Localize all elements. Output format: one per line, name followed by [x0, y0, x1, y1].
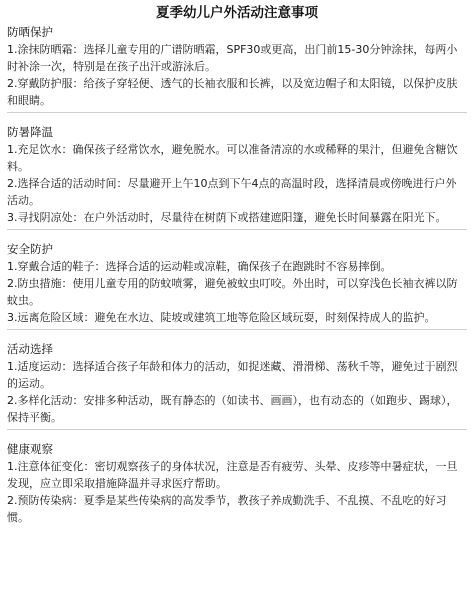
list-item: 1.穿戴合适的鞋子：选择合适的运动鞋或凉鞋，确保孩子在跑跳时不容易摔倒。	[7, 260, 392, 273]
list-item: 2.预防传染病：夏季是某些传染病的高发季节，教孩子养成勤洗手、不乱摸、不乱吃的好习惯。	[7, 494, 447, 524]
section-safety	[7, 241, 467, 326]
list-item: 3.远离危险区域：避免在水边、陡坡或建筑工地等危险区域玩耍，时刻保持成人的监护。	[7, 311, 436, 324]
list-item: 1.充足饮水：确保孩子经常饮水，避免脱水。可以准备清凉的水或稀释的果汁，但避免含糖饮料。	[7, 143, 458, 173]
section-heading: 活动选择	[7, 342, 53, 356]
section-divider	[7, 329, 467, 330]
list-item: 2.防虫措施：使用儿童专用的防蚊喷雾，避免被蚊虫叮咬。外出时，可以穿浅色长袖衣裤以防蚊虫。	[7, 277, 458, 307]
list-item: 3.寻找阴凉处：在户外活动时，尽量待在树荫下或搭建遮阳篷，避免长时间暴露在阳光下。	[7, 211, 447, 224]
list-item: 2.多样化活动：安排多种活动，既有静态的（如读书、画画），也有动态的（如跑步、踢球），保持平衡。	[7, 394, 458, 424]
section-heading: 防晒保护	[7, 25, 53, 39]
section-health-observation	[7, 441, 467, 526]
list-item: 1.注意体征变化：密切观察孩子的身体状况，注意是否有疲劳、头晕、皮疹等中暑症状，一旦发现，应立即采取措施降温并寻求医疗帮助。	[7, 460, 458, 490]
section-divider	[7, 112, 467, 113]
section-divider	[7, 429, 467, 430]
list-item: 2.穿戴防护服：给孩子穿轻便、透气的长袖衣服和长裤，以及宽边帽子和太阳镜，以保护皮肤和眼睛。	[7, 77, 458, 107]
section-heat-prevention	[7, 124, 467, 226]
section-activity-choice	[7, 341, 467, 426]
list-item: 1.涂抹防晒霜：选择儿童专用的广谱防晒霜，SPF30或更高，出门前15-30分钟涂抹，每两小时补涂一次，特别是在孩子出汗或游泳后。	[7, 43, 458, 73]
list-item: 2.选择合适的活动时间：尽量避开上午10点到下午4点的高温时段，选择清晨或傍晚进行户外活动。	[7, 177, 457, 207]
list-item: 1.适度运动：选择适合孩子年龄和体力的活动，如捉迷藏、滑滑梯、荡秋千等，避免过于剧烈的运动。	[7, 360, 458, 390]
section-heading: 安全防护	[7, 242, 53, 256]
page-title: 夏季幼儿户外活动注意事项	[156, 5, 318, 21]
section-sun-protection	[7, 24, 467, 109]
section-heading: 防暑降温	[7, 125, 53, 139]
section-divider	[7, 229, 467, 230]
section-heading: 健康观察	[7, 442, 53, 456]
